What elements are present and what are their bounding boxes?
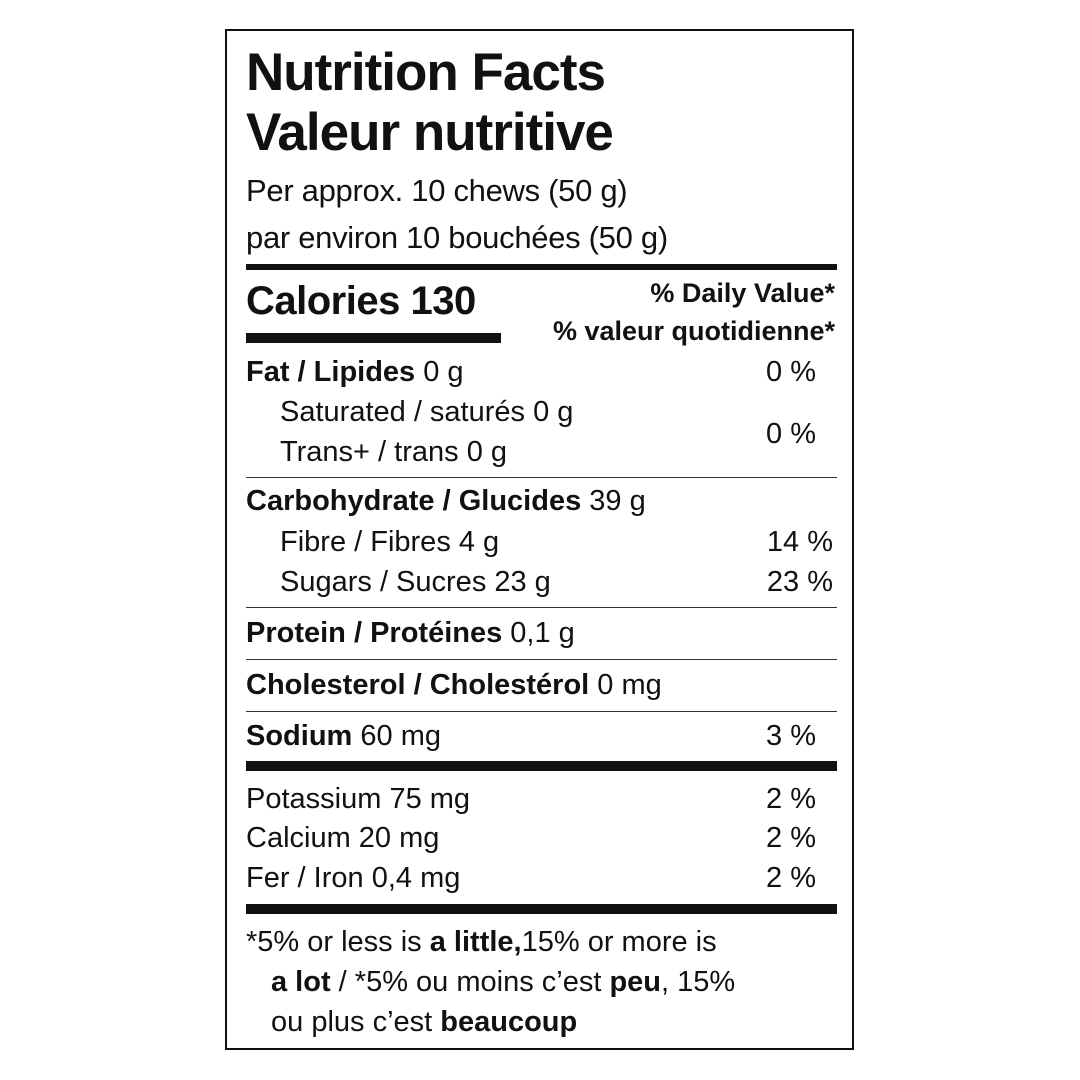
potassium-row: Potassium 75 mg bbox=[246, 783, 471, 815]
footnote-emphasis: a lot bbox=[271, 966, 331, 998]
trans-row: Trans+ / trans 0 g bbox=[280, 436, 508, 468]
footnote-line-2 bbox=[271, 962, 735, 1002]
serving-size-english: Per approx. 10 chews (50 g) bbox=[246, 173, 628, 208]
divider-protein bbox=[246, 659, 837, 660]
fibre-row: Fibre / Fibres 4 g bbox=[280, 526, 500, 558]
divider-fat bbox=[246, 477, 837, 478]
footnote-line-1 bbox=[246, 922, 717, 962]
daily-value-heading-english: % Daily Value* bbox=[650, 278, 835, 308]
footnote-line-3 bbox=[271, 1002, 577, 1042]
saturated-row: Saturated / saturés 0 g bbox=[280, 396, 574, 428]
cholesterol-amount: 0 mg bbox=[597, 669, 662, 701]
iron-daily-value: 2 % bbox=[766, 862, 816, 894]
calcium-row: Calcium 20 mg bbox=[246, 822, 440, 854]
footnote-text: ou plus c’est bbox=[271, 1006, 441, 1038]
fibre-daily-value: 14 % bbox=[766, 526, 833, 558]
fat-amount: 0 g bbox=[423, 356, 464, 388]
daily-value-heading-french: % valeur quotidienne* bbox=[552, 316, 835, 346]
fat-label: Fat / Lipides bbox=[246, 356, 416, 388]
divider-serving bbox=[246, 264, 837, 270]
footnote-text: , 15% bbox=[661, 966, 736, 998]
divider-minerals bbox=[246, 904, 837, 914]
carbohydrate-row bbox=[246, 481, 646, 521]
calories-underline bbox=[246, 333, 501, 343]
footnote-emphasis: beaucoup bbox=[440, 1006, 578, 1038]
calcium-daily-value: 2 % bbox=[766, 822, 816, 854]
divider-carbohydrate bbox=[246, 607, 837, 608]
saturated-trans-daily-value: 0 % bbox=[766, 418, 816, 450]
calories: Calories 130 bbox=[246, 279, 476, 323]
serving-size-french: par environ 10 bouchées (50 g) bbox=[246, 220, 668, 255]
footnote-emphasis: peu bbox=[609, 966, 662, 998]
title-french: Valeur nutritive bbox=[246, 103, 613, 162]
iron-row: Fer / Iron 0,4 mg bbox=[246, 862, 461, 894]
sodium-label: Sodium bbox=[246, 720, 353, 752]
protein-row bbox=[246, 613, 575, 653]
protein-label: Protein / Protéines bbox=[246, 617, 503, 649]
footnote-text: 15% or more is bbox=[521, 926, 717, 958]
fat-daily-value: 0 % bbox=[766, 356, 816, 388]
cholesterol-row bbox=[246, 665, 662, 705]
cholesterol-label: Cholesterol / Cholestérol bbox=[246, 669, 590, 701]
protein-amount: 0,1 g bbox=[510, 617, 575, 649]
sodium-row bbox=[246, 716, 441, 756]
title-english: Nutrition Facts bbox=[246, 43, 605, 102]
sodium-daily-value: 3 % bbox=[766, 720, 816, 752]
footnote-text: / *5% ou moins c’est bbox=[330, 966, 610, 998]
carbohydrate-label: Carbohydrate / Glucides bbox=[246, 485, 582, 517]
sugars-row: Sugars / Sucres 23 g bbox=[280, 566, 551, 598]
potassium-daily-value: 2 % bbox=[766, 783, 816, 815]
carbohydrate-amount: 39 g bbox=[589, 485, 646, 517]
sugars-daily-value: 23 % bbox=[766, 566, 833, 598]
divider-cholesterol bbox=[246, 711, 837, 712]
nutrition-facts-panel bbox=[225, 29, 854, 1050]
fat-row bbox=[246, 352, 464, 392]
footnote-text: *5% or less is bbox=[246, 926, 430, 958]
divider-sodium bbox=[246, 761, 837, 771]
sodium-amount: 60 mg bbox=[360, 720, 442, 752]
footnote-emphasis: a little, bbox=[429, 926, 522, 958]
